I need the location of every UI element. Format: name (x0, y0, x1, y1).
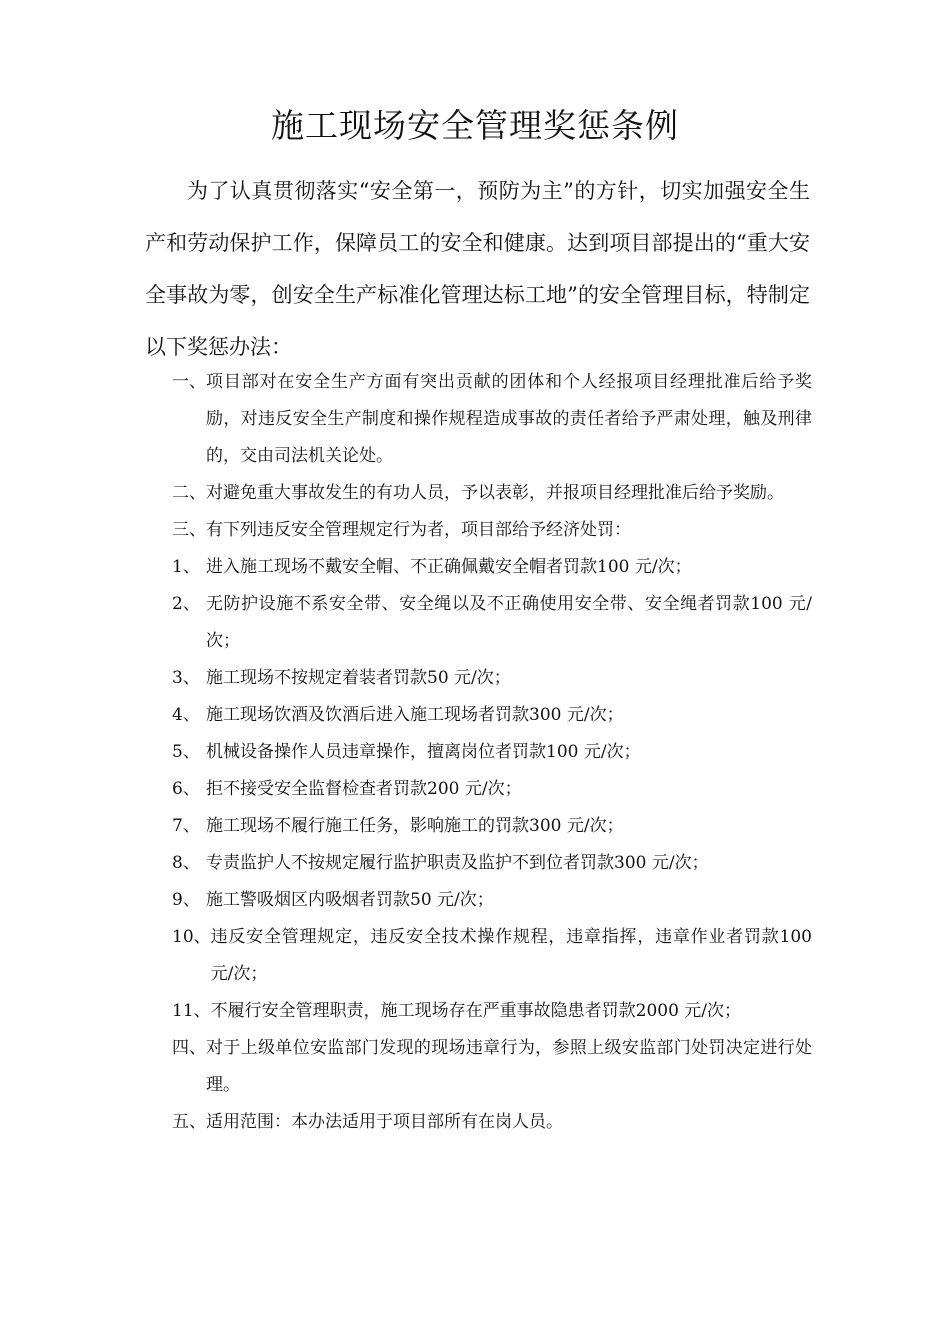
item-text: 对避免重大事故发生的有功人员，予以表彰，并报项目经理批准后给予奖励。 (206, 483, 784, 503)
list-item (172, 364, 812, 475)
list-item (172, 475, 812, 512)
item-number: 3、 (172, 668, 200, 688)
item-text: 违反安全管理规定，违反安全技术操作规程，违章指挥，违章作业者罚款100 元/次； (210, 927, 812, 984)
item-number: 五、 (172, 1112, 206, 1132)
item-text: 进入施工现场不戴安全帽、不正确佩戴安全帽者罚款100 元/次； (206, 557, 692, 577)
list-item (172, 549, 812, 586)
list-item (172, 697, 812, 734)
item-number: 10、 (172, 927, 211, 947)
list-item (172, 993, 812, 1030)
item-number: 6、 (172, 779, 200, 799)
list-item (172, 1104, 812, 1141)
item-number: 8、 (172, 853, 200, 873)
item-number: 4、 (172, 705, 200, 725)
item-text: 适用范围：本办法适用于项目部所有在岗人员。 (206, 1112, 563, 1132)
item-number: 5、 (172, 742, 200, 762)
intro-paragraph: 为了认真贯彻落实“安全第一，预防为主”的方针，切实加强安全生产和劳动保护工作，保障员工的安全和健康。达到项目部提出的“重大安全事故为零，创安全生产标准化管理达标工地”的安全管理目标，特制定以下奖惩办法： (145, 179, 810, 359)
item-text: 对于上级单位安监部门发现的现场违章行为，参照上级安监部门处罚决定进行处理。 (206, 1038, 812, 1095)
list-item (172, 919, 812, 993)
item-text: 机械设备操作人员违章操作，擅离岗位者罚款100 元/次； (206, 742, 641, 762)
item-number: 9、 (172, 890, 200, 910)
rules-list (172, 364, 812, 1141)
list-item (172, 845, 812, 882)
document-title: 施工现场安全管理奖惩条例 (271, 106, 679, 145)
item-text: 项目部对在安全生产方面有突出贡献的团体和个人经报项目经理批准后给予奖励，对违反安全生产制度和操作规程造成事故的责任者给予严肃处理，触及刑律的，交由司法机关论处。 (206, 372, 812, 466)
item-number: 一、 (172, 372, 206, 392)
item-text: 施工现场饮酒及饮酒后进入施工现场者罚款300 元/次； (206, 705, 624, 725)
item-number: 2、 (172, 594, 200, 614)
item-text: 拒不接受安全监督检查者罚款200 元/次； (206, 779, 522, 799)
item-number: 二、 (172, 483, 206, 503)
item-number: 1、 (172, 557, 200, 577)
item-text: 施工现场不履行施工任务，影响施工的罚款300 元/次； (206, 816, 624, 836)
list-item (172, 771, 812, 808)
list-item (172, 734, 812, 771)
list-item (172, 512, 812, 549)
item-text: 有下列违反安全管理规定行为者，项目部给予经济处罚： (206, 520, 631, 540)
item-number: 7、 (172, 816, 200, 836)
item-number: 四、 (172, 1038, 206, 1058)
list-item (172, 660, 812, 697)
item-number: 三、 (172, 520, 206, 540)
item-text: 施工警吸烟区内吸烟者罚款50 元/次； (206, 890, 494, 910)
list-item (172, 1030, 812, 1104)
item-text: 不履行安全管理职责，施工现场存在严重事故隐患者罚款2000 元/次； (210, 1001, 742, 1021)
list-item (172, 882, 812, 919)
list-item (172, 586, 812, 660)
list-item (172, 808, 812, 845)
item-number: 11、 (172, 1001, 211, 1021)
item-text: 专责监护人不按规定履行监护职责及监护不到位者罚款300 元/次； (206, 853, 709, 873)
item-text: 施工现场不按规定着装者罚款50 元/次； (206, 668, 511, 688)
item-text: 无防护设施不系安全带、安全绳以及不正确使用安全带、安全绳者罚款100 元/次； (206, 594, 812, 651)
